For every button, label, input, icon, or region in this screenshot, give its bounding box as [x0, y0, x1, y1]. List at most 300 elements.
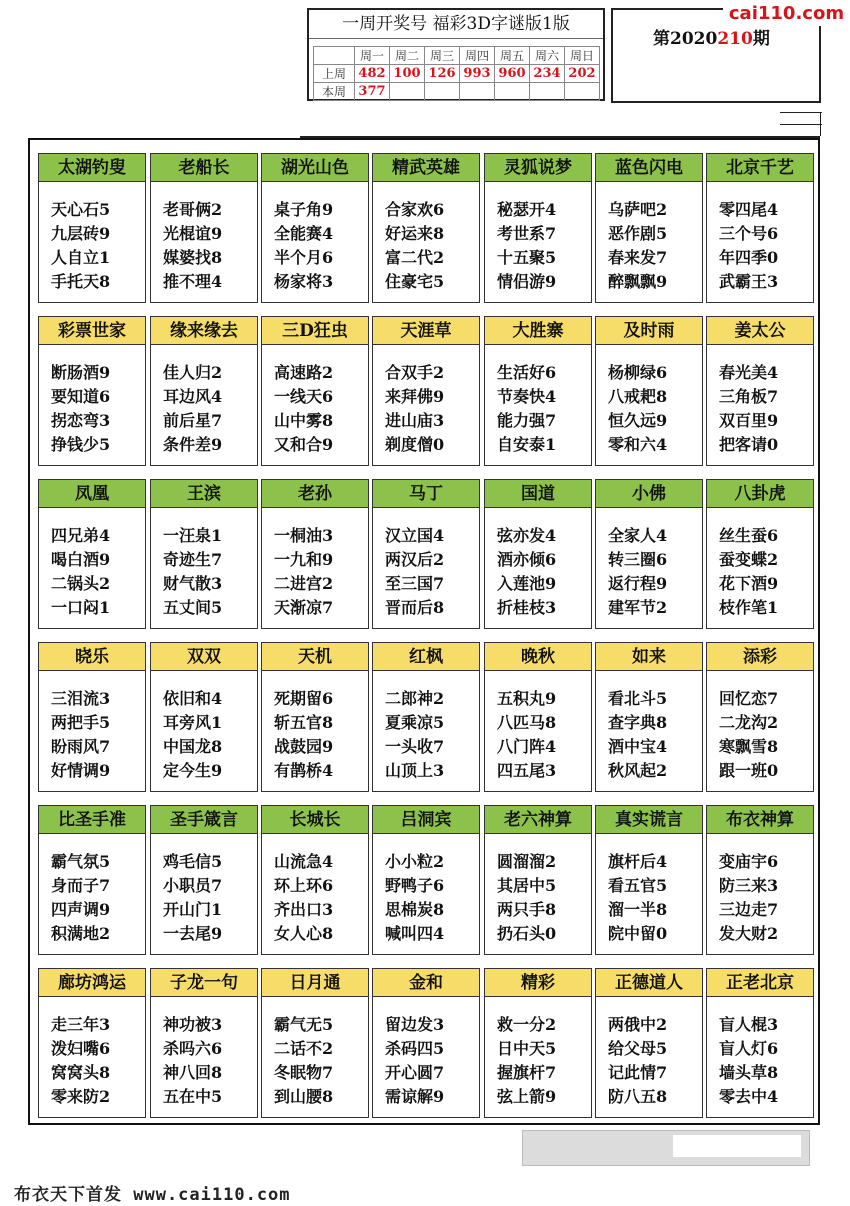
riddle-line: 圆溜溜2 — [497, 852, 557, 871]
day-header: 周日 — [565, 47, 600, 65]
riddle-line: 富二代2 — [385, 248, 445, 267]
riddle-line: 盲人棍3 — [719, 1015, 779, 1034]
riddle-cell — [484, 968, 592, 1118]
riddle-lines — [608, 361, 700, 457]
riddle-line: 两俄中2 — [608, 1015, 668, 1034]
riddle-author: 布衣神算 — [707, 806, 813, 834]
riddle-lines — [497, 1013, 589, 1109]
result-number: 960 — [495, 65, 530, 83]
day-header: 周三 — [425, 47, 460, 65]
riddle-line: 醉飘飘9 — [608, 272, 668, 291]
riddle-lines — [163, 198, 255, 294]
riddle-line: 枝作笔1 — [719, 598, 779, 617]
corner-cell — [314, 47, 355, 65]
riddle-lines — [497, 850, 589, 946]
riddle-cell — [484, 805, 592, 955]
riddle-cell — [706, 968, 814, 1118]
riddle-line: 零去中4 — [719, 1087, 779, 1106]
riddle-cell — [261, 479, 369, 629]
riddle-cell — [706, 642, 814, 792]
riddle-cell — [484, 642, 592, 792]
riddle-author: 太湖钓叟 — [39, 154, 145, 182]
riddle-line: 中国龙8 — [163, 737, 223, 756]
riddle-author: 大胜寨 — [485, 317, 591, 345]
riddle-line: 财气散3 — [163, 574, 223, 593]
riddle-line: 节奏快4 — [497, 387, 557, 406]
riddle-line: 五丈间5 — [163, 598, 223, 617]
riddle-lines — [274, 850, 366, 946]
riddle-author: 日月通 — [262, 969, 368, 997]
result-number — [460, 83, 495, 101]
riddle-cell — [706, 316, 814, 466]
riddle-line: 好运来8 — [385, 224, 445, 243]
riddle-line: 一头收7 — [385, 737, 445, 756]
riddle-cell — [595, 805, 703, 955]
riddle-line: 住豪宅5 — [385, 272, 445, 291]
day-header: 周六 — [530, 47, 565, 65]
riddle-author: 姜太公 — [707, 317, 813, 345]
riddle-lines — [497, 198, 589, 294]
riddle-line: 霸气无5 — [274, 1015, 334, 1034]
result-number — [565, 83, 600, 101]
footer-text[interactable]: 布衣天下首发 www.cai110.com — [14, 1185, 291, 1205]
riddle-line: 齐出口3 — [274, 900, 334, 919]
riddle-line: 耳边风4 — [163, 387, 223, 406]
last-week-row — [314, 65, 600, 83]
riddle-cell — [261, 968, 369, 1118]
riddle-lines — [385, 524, 477, 620]
riddle-line: 好情调9 — [51, 761, 111, 780]
riddle-line: 看五官5 — [608, 876, 668, 895]
result-number: 377 — [355, 83, 390, 101]
riddle-lines — [719, 524, 811, 620]
riddle-line: 有鹊桥4 — [274, 761, 334, 780]
riddle-author: 真实谎言 — [596, 806, 702, 834]
riddle-author: 圣手箴言 — [151, 806, 257, 834]
riddle-line: 握旗杆7 — [497, 1063, 557, 1082]
riddle-line: 挣钱少5 — [51, 435, 111, 454]
riddle-line: 零和六4 — [608, 435, 668, 454]
riddle-author: 正老北京 — [707, 969, 813, 997]
riddle-line: 又和合9 — [274, 435, 334, 454]
riddle-lines — [163, 687, 255, 783]
riddle-line: 耳旁风1 — [163, 713, 223, 732]
riddle-line: 山流急4 — [274, 852, 334, 871]
riddle-author: 晚秋 — [485, 643, 591, 671]
footer-inner-box — [673, 1135, 801, 1157]
riddle-cell — [372, 805, 480, 955]
riddle-line: 查字典8 — [608, 713, 668, 732]
riddle-lines — [163, 1013, 255, 1109]
panel-title: 一周开奖号 福彩3D字谜版1版 — [309, 10, 603, 39]
riddle-line: 二锅头2 — [51, 574, 111, 593]
riddle-line: 丝生蚕6 — [719, 526, 779, 545]
riddle-line: 窝窝头8 — [51, 1063, 111, 1082]
riddle-lines — [497, 524, 589, 620]
riddle-line: 前后星7 — [163, 411, 223, 430]
riddle-line: 三边走7 — [719, 900, 779, 919]
riddle-lines — [163, 361, 255, 457]
riddle-line: 四声调9 — [51, 900, 111, 919]
result-number: 202 — [565, 65, 600, 83]
riddle-line: 天心石5 — [51, 200, 111, 219]
riddle-line: 杀码四5 — [385, 1039, 445, 1058]
result-number: 234 — [530, 65, 565, 83]
riddle-cell — [372, 316, 480, 466]
riddle-author: 添彩 — [707, 643, 813, 671]
issue-digits: 210 — [717, 29, 753, 49]
riddle-author: 双双 — [151, 643, 257, 671]
riddle-line: 秘瑟开4 — [497, 200, 557, 219]
riddle-cell — [706, 805, 814, 955]
riddle-lines — [719, 361, 811, 457]
riddle-lines — [719, 198, 811, 294]
riddle-author: 三D狂虫 — [262, 317, 368, 345]
riddle-line: 到山腰8 — [274, 1087, 334, 1106]
riddle-cell — [261, 153, 369, 303]
riddle-line: 二话不2 — [274, 1039, 334, 1058]
riddle-line: 两只手8 — [497, 900, 557, 919]
riddle-lines — [719, 687, 811, 783]
riddle-line: 给父母5 — [608, 1039, 668, 1058]
riddle-cell — [595, 316, 703, 466]
deco-rule — [780, 124, 822, 125]
riddle-line: 九层砖9 — [51, 224, 111, 243]
riddle-line: 二龙沟2 — [719, 713, 779, 732]
site-badge[interactable]: cai110.com — [723, 1, 850, 26]
riddle-cell — [372, 153, 480, 303]
riddle-line: 冬眠物7 — [274, 1063, 334, 1082]
riddle-author: 天涯草 — [373, 317, 479, 345]
riddle-line: 蚕变蝶2 — [719, 550, 779, 569]
riddle-line: 发大财2 — [719, 924, 779, 943]
riddle-line: 依旧和4 — [163, 689, 223, 708]
riddle-line: 救一分2 — [497, 1015, 557, 1034]
riddle-line: 五在中5 — [163, 1087, 223, 1106]
riddle-line: 一去尾9 — [163, 924, 223, 943]
riddle-line: 防三来3 — [719, 876, 779, 895]
riddle-line: 断肠酒9 — [51, 363, 111, 382]
riddle-line: 进山庙3 — [385, 411, 445, 430]
riddle-line: 需谅解9 — [385, 1087, 445, 1106]
riddle-cell — [595, 968, 703, 1118]
riddle-line: 条件差9 — [163, 435, 223, 454]
riddle-line: 一口闷1 — [51, 598, 111, 617]
riddle-author: 吕洞宾 — [373, 806, 479, 834]
issue-number — [653, 24, 770, 49]
riddle-line: 乌萨吧2 — [608, 200, 668, 219]
riddle-lines — [51, 1013, 143, 1109]
riddle-lines — [608, 198, 700, 294]
riddle-author: 子龙一句 — [151, 969, 257, 997]
riddle-lines — [51, 687, 143, 783]
riddle-line: 盼雨风7 — [51, 737, 111, 756]
riddle-author: 及时雨 — [596, 317, 702, 345]
riddle-line: 武霸王3 — [719, 272, 779, 291]
riddle-author: 八卦虎 — [707, 480, 813, 508]
riddle-cell — [484, 153, 592, 303]
riddle-line: 合双手2 — [385, 363, 445, 382]
riddle-line: 考世系7 — [497, 224, 557, 243]
riddle-lines — [51, 361, 143, 457]
riddle-line: 霸气氛5 — [51, 852, 111, 871]
riddle-line: 晋而后8 — [385, 598, 445, 617]
riddle-cell — [38, 153, 146, 303]
issue-prefix: 第2020 — [653, 29, 718, 49]
riddle-lines — [719, 850, 811, 946]
riddle-author: 长城长 — [262, 806, 368, 834]
riddle-author: 国道 — [485, 480, 591, 508]
riddle-line: 五积丸9 — [497, 689, 557, 708]
riddle-line: 杀吗六6 — [163, 1039, 223, 1058]
riddle-line: 墙头草8 — [719, 1063, 779, 1082]
riddle-line: 积满地2 — [51, 924, 111, 943]
riddle-lines — [497, 361, 589, 457]
riddle-line: 野鸭子6 — [385, 876, 445, 895]
riddle-line: 入莲池9 — [497, 574, 557, 593]
riddle-line: 一九和9 — [274, 550, 334, 569]
riddle-line: 盲人灯6 — [719, 1039, 779, 1058]
riddle-lines — [385, 687, 477, 783]
riddle-lines — [608, 524, 700, 620]
this-week-row — [314, 83, 600, 101]
riddle-line: 生活好6 — [497, 363, 557, 382]
riddle-line: 花下酒9 — [719, 574, 779, 593]
riddle-author: 正德道人 — [596, 969, 702, 997]
riddle-lines — [274, 198, 366, 294]
riddle-line: 喝白酒9 — [51, 550, 111, 569]
riddle-lines — [385, 198, 477, 294]
result-number — [495, 83, 530, 101]
riddle-author: 蓝色闪电 — [596, 154, 702, 182]
riddle-line: 思棉炭8 — [385, 900, 445, 919]
riddle-author: 老六神算 — [485, 806, 591, 834]
riddle-line: 零四尾4 — [719, 200, 779, 219]
this-week-label: 本周 — [314, 83, 355, 101]
riddle-lines — [719, 1013, 811, 1109]
riddle-line: 旗杆后4 — [608, 852, 668, 871]
riddle-line: 春来发7 — [608, 248, 668, 267]
riddle-line: 院中留0 — [608, 924, 668, 943]
riddle-line: 小职员7 — [163, 876, 223, 895]
riddle-cell — [150, 642, 258, 792]
riddle-author: 老船长 — [151, 154, 257, 182]
riddle-line: 汉立国4 — [385, 526, 445, 545]
riddle-author: 金和 — [373, 969, 479, 997]
riddle-lines — [385, 361, 477, 457]
riddle-lines — [163, 850, 255, 946]
riddle-cell — [372, 642, 480, 792]
riddle-line: 战鼓园9 — [274, 737, 334, 756]
riddle-line: 媒婆找8 — [163, 248, 223, 267]
riddle-line: 情侣游9 — [497, 272, 557, 291]
riddle-line: 半个月6 — [274, 248, 334, 267]
riddle-line: 能力强7 — [497, 411, 557, 430]
riddle-line: 十五聚5 — [497, 248, 557, 267]
riddle-line: 小小粒2 — [385, 852, 445, 871]
riddle-author: 王滨 — [151, 480, 257, 508]
riddle-line: 全家人4 — [608, 526, 668, 545]
issue-suffix: 期 — [752, 29, 770, 49]
result-number: 993 — [460, 65, 495, 83]
riddle-line: 开心圆7 — [385, 1063, 445, 1082]
riddle-cell — [261, 316, 369, 466]
result-number: 482 — [355, 65, 390, 83]
riddle-lines — [608, 850, 700, 946]
riddle-line: 开山门1 — [163, 900, 223, 919]
riddle-line: 自安泰1 — [497, 435, 557, 454]
riddle-lines — [385, 850, 477, 946]
riddle-cell — [484, 316, 592, 466]
riddle-line: 溜一半8 — [608, 900, 668, 919]
riddle-line: 杨家将3 — [274, 272, 334, 291]
result-number — [425, 83, 460, 101]
riddle-author: 天机 — [262, 643, 368, 671]
riddle-line: 要知道6 — [51, 387, 111, 406]
riddle-line: 四五尾3 — [497, 761, 557, 780]
deco-rule — [820, 112, 821, 136]
riddle-line: 鸡毛信5 — [163, 852, 223, 871]
riddle-line: 全能赛4 — [274, 224, 334, 243]
riddle-author: 晓乐 — [39, 643, 145, 671]
riddle-cell — [595, 642, 703, 792]
riddle-line: 三个号6 — [719, 224, 779, 243]
riddle-line: 一桐油3 — [274, 526, 334, 545]
riddle-cell — [150, 316, 258, 466]
riddle-line: 春光美4 — [719, 363, 779, 382]
riddle-author: 精武英雄 — [373, 154, 479, 182]
result-number: 126 — [425, 65, 460, 83]
riddle-author: 湖光山色 — [262, 154, 368, 182]
riddle-line: 看北斗5 — [608, 689, 668, 708]
riddle-cell — [38, 642, 146, 792]
riddle-lines — [51, 850, 143, 946]
riddle-line: 弦上箭9 — [497, 1087, 557, 1106]
riddle-line: 走三年3 — [51, 1015, 111, 1034]
riddle-line: 变庙宇6 — [719, 852, 779, 871]
riddle-cell — [150, 968, 258, 1118]
riddle-line: 老哥俩2 — [163, 200, 223, 219]
riddle-line: 恶作剧5 — [608, 224, 668, 243]
riddle-line: 跟一班0 — [719, 761, 779, 780]
riddle-author: 红枫 — [373, 643, 479, 671]
riddle-author: 小佛 — [596, 480, 702, 508]
riddle-cell — [372, 968, 480, 1118]
riddle-cell — [261, 642, 369, 792]
riddle-line: 酒中宝4 — [608, 737, 668, 756]
riddle-line: 高速路2 — [274, 363, 334, 382]
riddle-lines — [274, 361, 366, 457]
riddle-board — [28, 138, 820, 1125]
riddle-line: 二郎神2 — [385, 689, 445, 708]
riddle-cell — [706, 479, 814, 629]
riddle-lines — [51, 524, 143, 620]
riddle-lines — [163, 524, 255, 620]
riddle-cell — [38, 479, 146, 629]
riddle-line: 二进宫2 — [274, 574, 334, 593]
riddle-author: 老孙 — [262, 480, 368, 508]
riddle-lines — [608, 687, 700, 783]
result-number — [530, 83, 565, 101]
riddle-line: 神功被3 — [163, 1015, 223, 1034]
riddle-line: 其居中5 — [497, 876, 557, 895]
riddle-author: 精彩 — [485, 969, 591, 997]
day-header: 周四 — [460, 47, 495, 65]
riddle-lines — [51, 198, 143, 294]
footer-box — [522, 1130, 810, 1166]
riddle-line: 寒飘雪8 — [719, 737, 779, 756]
riddle-cell — [484, 479, 592, 629]
result-number — [390, 83, 425, 101]
riddle-line: 恒久远9 — [608, 411, 668, 430]
day-header: 周五 — [495, 47, 530, 65]
riddle-lines — [385, 1013, 477, 1109]
riddle-line: 四兄弟4 — [51, 526, 111, 545]
riddle-line: 一汪泉1 — [163, 526, 223, 545]
riddle-line: 把客请0 — [719, 435, 779, 454]
riddle-line: 两把手5 — [51, 713, 111, 732]
riddle-lines — [274, 524, 366, 620]
riddle-line: 三角板7 — [719, 387, 779, 406]
riddle-line: 定今生9 — [163, 761, 223, 780]
riddle-line: 一线天6 — [274, 387, 334, 406]
riddle-line: 死期留6 — [274, 689, 334, 708]
riddle-line: 八匹马8 — [497, 713, 557, 732]
riddle-line: 推不理4 — [163, 272, 223, 291]
riddle-line: 年四季0 — [719, 248, 779, 267]
riddle-line: 杨柳绿6 — [608, 363, 668, 382]
riddle-line: 手托天8 — [51, 272, 111, 291]
riddle-line: 山中雾8 — [274, 411, 334, 430]
riddle-line: 弦亦发4 — [497, 526, 557, 545]
riddle-line: 人自立1 — [51, 248, 111, 267]
day-header: 周一 — [355, 47, 390, 65]
riddle-line: 秋风起2 — [608, 761, 668, 780]
riddle-line: 转三圈6 — [608, 550, 668, 569]
riddle-cell — [38, 805, 146, 955]
riddle-line: 身而子7 — [51, 876, 111, 895]
riddle-line: 八门阵4 — [497, 737, 557, 756]
riddle-cell — [261, 805, 369, 955]
result-number: 100 — [390, 65, 425, 83]
riddle-line: 酒亦倾6 — [497, 550, 557, 569]
riddle-line: 拐恋弯3 — [51, 411, 111, 430]
riddle-line: 扔石头0 — [497, 924, 557, 943]
riddle-author: 廊坊鸿运 — [39, 969, 145, 997]
riddle-line: 山顶上3 — [385, 761, 445, 780]
riddle-line: 女人心8 — [274, 924, 334, 943]
deco-rule — [780, 112, 822, 113]
riddle-line: 神八回8 — [163, 1063, 223, 1082]
day-header-row — [314, 47, 600, 65]
riddle-cell — [38, 968, 146, 1118]
riddle-line: 防八五8 — [608, 1087, 668, 1106]
riddle-author: 凤凰 — [39, 480, 145, 508]
riddle-line: 两汉后2 — [385, 550, 445, 569]
riddle-cell — [372, 479, 480, 629]
riddle-author: 马丁 — [373, 480, 479, 508]
riddle-author: 比圣手准 — [39, 806, 145, 834]
weekly-results-table — [313, 46, 600, 101]
last-week-label: 上周 — [314, 65, 355, 83]
riddle-line: 建军节2 — [608, 598, 668, 617]
riddle-lines — [274, 687, 366, 783]
riddle-cell — [150, 153, 258, 303]
riddle-line: 八戒耙8 — [608, 387, 668, 406]
riddle-line: 双百里9 — [719, 411, 779, 430]
riddle-cell — [150, 479, 258, 629]
riddle-line: 夏乘凉5 — [385, 713, 445, 732]
